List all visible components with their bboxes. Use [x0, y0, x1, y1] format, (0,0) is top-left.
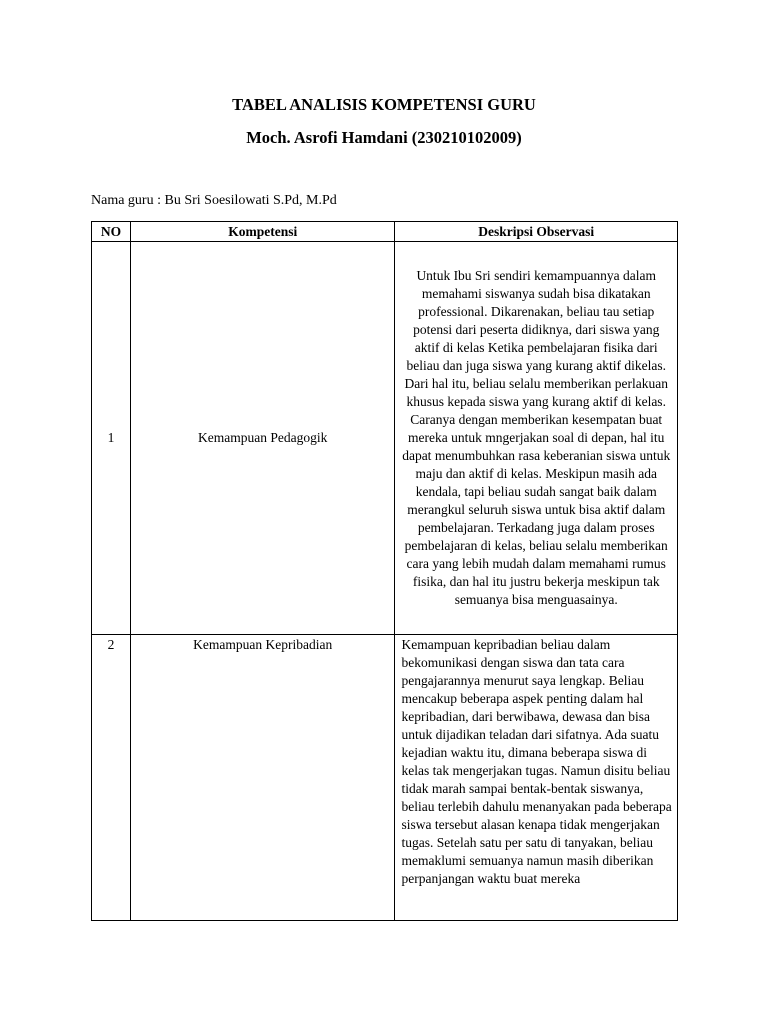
header-deskripsi: Deskripsi Observasi: [395, 222, 678, 242]
table-row: [92, 635, 678, 921]
row-number: 1: [92, 242, 131, 635]
row-competency: Kemampuan Pedagogik: [130, 242, 395, 635]
row-description: Untuk Ibu Sri sendiri kemampuannya dalam memahami siswanya sudah bisa dikatakan professional. Dikarenakan, beliau tau setiap potensi dari peserta didiknya, dari siswa yang aktif di kelas Ketika pembelajaran fisika dari beliau dan juga siswa yang kurang aktif dikelas. Dari hal itu, beliau selalu memberikan perlakuan khusus kepada siswa yang kurang aktif di kelas. Caranya dengan memberikan kesempatan buat mereka untuk mngerjakan soal di depan, hal itu dapat menumbuhkan rasa keberanian siswa untuk maju dan aktif di kelas. Meskipun masih ada kendala, tapi beliau sudah sangat baik dalam merangkul seluruh siswa untuk bisa aktif dalam pembelajaran. Terkadang juga dalam proses pembelajaran di kelas, beliau selalu memberikan cara yang lebih mudah dalam memahami rumus fisika, dan hal itu justru bekerja meskipun tak semuanya bisa menguasainya.: [395, 242, 678, 635]
header-no: NO: [92, 222, 131, 242]
row-number: 2: [92, 635, 131, 921]
competency-table: [91, 221, 678, 921]
document-subtitle: Moch. Asrofi Hamdani (230210102009): [246, 128, 522, 147]
table-header-row: [92, 222, 678, 242]
row-description: Kemampuan kepribadian beliau dalam bekomunikasi dengan siswa dan tata cara pengajarannya menurut saya lengkap. Beliau mencakup beberapa aspek penting dalam hal kepribadian, dari berwibawa, dewasa dan bisa untuk dijadikan teladan dari sifatnya. Ada suatu kejadian waktu itu, dimana beberapa siswa di kelas tak mengerjakan tugas. Namun disitu beliau tidak marah sampai bentak-bentak siswanya, beliau terlebih dahulu menanyakan pada beberapa siswa tersebut alasan kenapa tidak mengerjakan tugas. Setelah satu per satu di tanyakan, beliau memaklumi semuanya namun masih diberikan perpanjangan waktu buat mereka: [395, 635, 678, 921]
row-competency: Kemampuan Kepribadian: [130, 635, 395, 921]
header-kompetensi: Kompetensi: [130, 222, 395, 242]
table-row: [92, 242, 678, 635]
document-title: TABEL ANALISIS KOMPETENSI GURU: [232, 95, 536, 114]
teacher-name-line: Nama guru : Bu Sri Soesilowati S.Pd, M.Pd: [91, 193, 337, 208]
